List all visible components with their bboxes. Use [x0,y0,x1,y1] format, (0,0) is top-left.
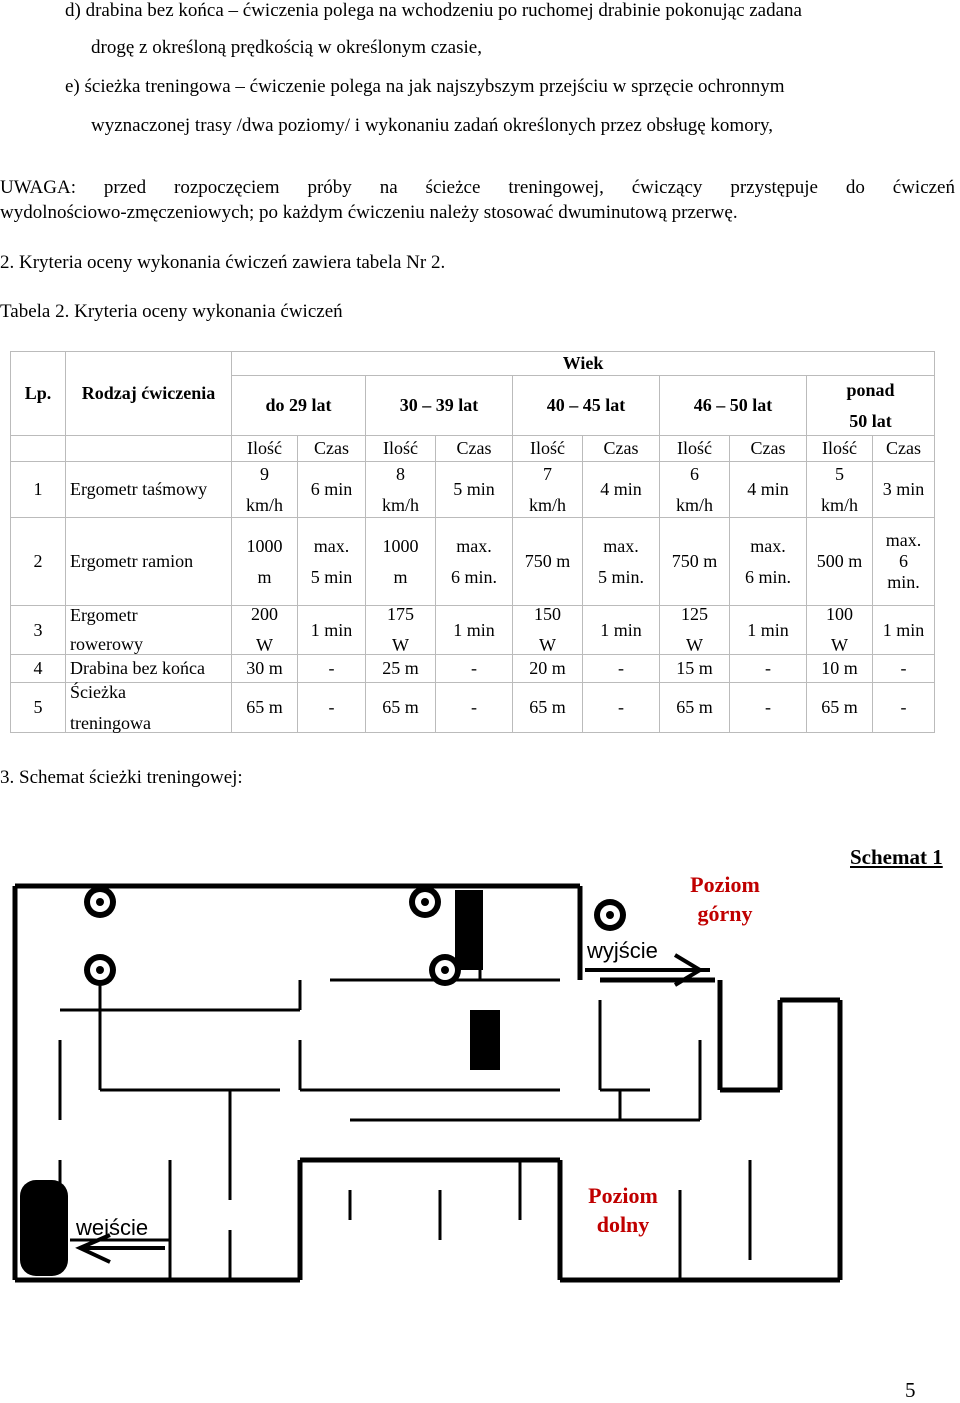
cell-czas [436,518,513,606]
cell-line: 30 m [246,658,283,678]
subheader-ilosc: Ilość [660,436,730,462]
cell-czas [730,606,807,655]
row-exercise-name: Ergometr taśmowy [66,462,232,518]
exit-label: wyjście [587,938,658,963]
upper-level-label [680,870,770,928]
uwaga-line2: wydolnościowo-zmęczeniowych; po każdym ćwiczeniu należy stosować dwuminutową przerwę. [0,202,738,223]
cell-line: min. [887,572,920,592]
cell-line: 6 min. [450,566,497,587]
fan-icon [409,886,441,918]
cell-line: - [900,697,907,717]
upper-level-label-bottom: górny [697,901,753,926]
cell-czas [583,518,660,606]
criteria-table [10,351,935,733]
table-row [11,683,935,733]
cell-line: 750 m [524,551,571,571]
table-row [11,655,935,683]
cell-line: W [686,635,703,655]
subheader-czas: Czas [873,436,935,462]
table-row [11,606,935,655]
cell-ilosc [660,518,730,606]
fan-icon [429,954,461,986]
cell-line: 5 min [310,566,353,587]
cell-line: - [618,658,624,678]
cell-czas [583,606,660,655]
cell-czas [298,462,366,518]
bench-block [470,1010,500,1070]
subheader-ilosc: Ilość [366,436,436,462]
row-lp: 3 [11,606,66,655]
cell-czas [873,462,935,518]
header-group-5 [807,376,935,436]
cell-ilosc [232,518,298,606]
cell-line: 5 min [453,479,495,499]
row-exercise-name-bottom: rowerowy [70,634,143,654]
schematic-title: Schemat 1 [850,845,943,869]
cell-line: 6 [899,551,909,571]
cell-line: - [618,697,624,717]
table-body [11,462,935,733]
section-2-heading: 2. Kryteria oceny wykonania ćwiczeń zawiera tabela Nr 2. [0,252,446,273]
subheader-ilosc: Ilość [232,436,298,462]
header-lp: Lp. [11,352,66,436]
cell-line: 65 m [529,697,566,717]
row-exercise-name-top: Ergometr [70,605,138,625]
subheader-ilosc: Ilość [513,436,583,462]
cell-ilosc [366,462,436,518]
cell-ilosc [366,606,436,655]
subheader-row [11,436,935,462]
cell-ilosc [366,655,436,683]
cell-line: 6 min [310,479,353,499]
cell-line: km/h [245,494,283,515]
cell-ilosc [366,683,436,733]
cell-line: - [328,697,335,717]
row-lp: 1 [11,462,66,518]
row-exercise-name: Drabina bez końca [66,655,232,683]
cell-czas [730,655,807,683]
cell-line: 1 min [310,619,353,640]
cell-ilosc [232,655,298,683]
cell-czas [583,462,660,518]
cell-czas [436,462,513,518]
subheader-czas: Czas [583,436,660,462]
subheader-czas: Czas [436,436,513,462]
cell-czas [298,606,366,655]
cell-line: W [256,635,273,655]
cell-ilosc [660,683,730,733]
header-group-5-bottom: 50 lat [849,410,892,431]
cell-line: 125 [681,604,708,624]
cell-line: 25 m [382,658,419,678]
row-exercise-name: Ergometr ramion [66,518,232,606]
cell-line: 7 [543,463,552,484]
cell-line: 1 min [600,619,642,640]
cell-line: max. [313,535,350,556]
cell-line: 9 [260,463,269,484]
table-row [11,462,935,518]
para-d-line2: drogę z określoną prędkością w określonym czasie, [91,37,482,58]
subheader-czas: Czas [730,436,807,462]
cell-line: 1 min [453,619,495,640]
upper-level-label-top: Poziom [690,872,760,897]
cell-line: 20 m [529,658,566,678]
header-group-4: 46 – 50 lat [660,376,807,436]
table-row [11,518,935,606]
cell-czas [873,683,935,733]
header-group-5-top: ponad [846,379,895,400]
cell-line: - [765,697,771,717]
header-group-2: 30 – 39 lat [366,376,513,436]
cell-line: - [471,658,477,678]
cell-line: - [900,658,907,678]
cell-ilosc [807,518,873,606]
cell-ilosc [513,518,583,606]
cell-line: max. [456,535,492,556]
cell-line: 65 m [821,697,858,717]
cell-line: km/h [675,494,713,515]
cell-line: max. [885,530,922,550]
cell-ilosc [807,655,873,683]
cell-line: 65 m [676,697,713,717]
fan-icon [594,899,626,931]
fan-icon [84,954,116,986]
cell-czas [873,606,935,655]
tank-block [20,1180,68,1276]
cell-line: 4 min [747,479,789,499]
cell-ilosc [513,655,583,683]
cell-line: 1000 [246,535,283,556]
page-number: 5 [905,1378,916,1402]
cell-line: W [831,635,848,655]
cell-czas [298,518,366,606]
cell-line: 100 [826,604,853,624]
cell-line: 1 min [882,619,925,640]
cell-line: km/h [820,494,858,515]
row-exercise-name [66,606,232,655]
row-lp: 2 [11,518,66,606]
cell-czas [436,655,513,683]
cell-czas [873,655,935,683]
lower-level-label-bottom: dolny [596,1212,650,1237]
fan-icon [84,886,116,918]
cell-ilosc [660,655,730,683]
cell-ilosc [660,606,730,655]
para-e-line2: wyznaczonej trasy /dwa poziomy/ i wykonaniu zadań określonych przez obsługę komory, [91,115,774,136]
bench-block [455,890,483,970]
cell-line: 10 m [821,658,858,678]
cell-czas [436,683,513,733]
cell-line: 1000 [382,535,419,556]
cell-czas [298,683,366,733]
cell-line: 1 min [747,619,789,640]
row-exercise-name-top: Ścieżka [70,681,126,702]
header-wiek: Wiek [232,352,935,376]
section-3-heading: 3. Schemat ścieżki treningowej: [0,767,243,788]
cell-line: 5 [835,463,844,484]
cell-line: 6 min. [744,566,791,587]
cell-line: 175 [387,604,414,624]
cell-ilosc [513,683,583,733]
cell-czas [730,462,807,518]
para-e-line1: e) ścieżka treningowa – ćwiczenie polega na jak najszybszym przejściu w sprzęcie ochronnym [65,76,785,97]
cell-line: 3 min [882,479,925,499]
header-group-3: 40 – 45 lat [513,376,660,436]
cell-line: 65 m [382,697,419,717]
cell-line: m [393,566,408,587]
cell-ilosc [660,462,730,518]
cell-line: m [257,566,272,587]
uwaga-line1: UWAGA: przed rozpoczęciem próby na ścieżce treningowej, ćwiczący przystępuje do ćwiczeń [0,177,955,198]
cell-ilosc [232,462,298,518]
cell-czas [583,683,660,733]
cell-ilosc [232,606,298,655]
row-lp: 4 [11,655,66,683]
cell-line: - [328,658,335,678]
cell-czas [583,655,660,683]
cell-line: 5 min. [597,566,644,587]
cell-line: 8 [396,463,405,484]
cell-line: 4 min [600,479,642,499]
cell-ilosc [232,683,298,733]
header-group-1: do 29 lat [232,376,366,436]
cell-line: 500 m [816,551,863,571]
cell-czas [436,606,513,655]
cell-line: 6 [690,463,699,484]
subheader-czas: Czas [298,436,366,462]
row-exercise-name-bottom: treningowa [70,712,151,733]
cell-line: max. [603,535,639,556]
para-d-line1: d) drabina bez końca – ćwiczenia polega na wchodzeniu po ruchomej drabinie pokonując zadana [65,0,802,21]
cell-line: km/h [528,494,566,515]
cell-line: - [471,697,477,717]
entrance-label: wejście [76,1215,149,1240]
cell-line: km/h [381,494,419,515]
cell-line: 750 m [671,551,718,571]
cell-line: 65 m [246,697,283,717]
cell-ilosc [513,462,583,518]
cell-czas [873,518,935,606]
cell-ilosc [807,683,873,733]
cell-line: W [539,635,556,655]
row-exercise-name [66,683,232,733]
cell-ilosc [513,606,583,655]
cell-czas [730,518,807,606]
cell-ilosc [807,462,873,518]
row-lp: 5 [11,683,66,733]
cell-czas [298,655,366,683]
header-rodzaj: Rodzaj ćwiczenia [66,352,232,436]
table-caption: Tabela 2. Kryteria oceny wykonania ćwiczeń [0,301,343,322]
cell-czas [730,683,807,733]
cell-line: max. [750,535,786,556]
cell-line: 150 [534,604,561,624]
cell-line: - [765,658,771,678]
subheader-ilosc: Ilość [807,436,873,462]
cell-line: W [392,635,409,655]
cell-line: 200 [251,604,278,624]
cell-ilosc [807,606,873,655]
lower-level-label-top: Poziom [588,1183,658,1208]
cell-line: 15 m [676,658,713,678]
cell-ilosc [366,518,436,606]
lower-level-label [578,1181,668,1239]
